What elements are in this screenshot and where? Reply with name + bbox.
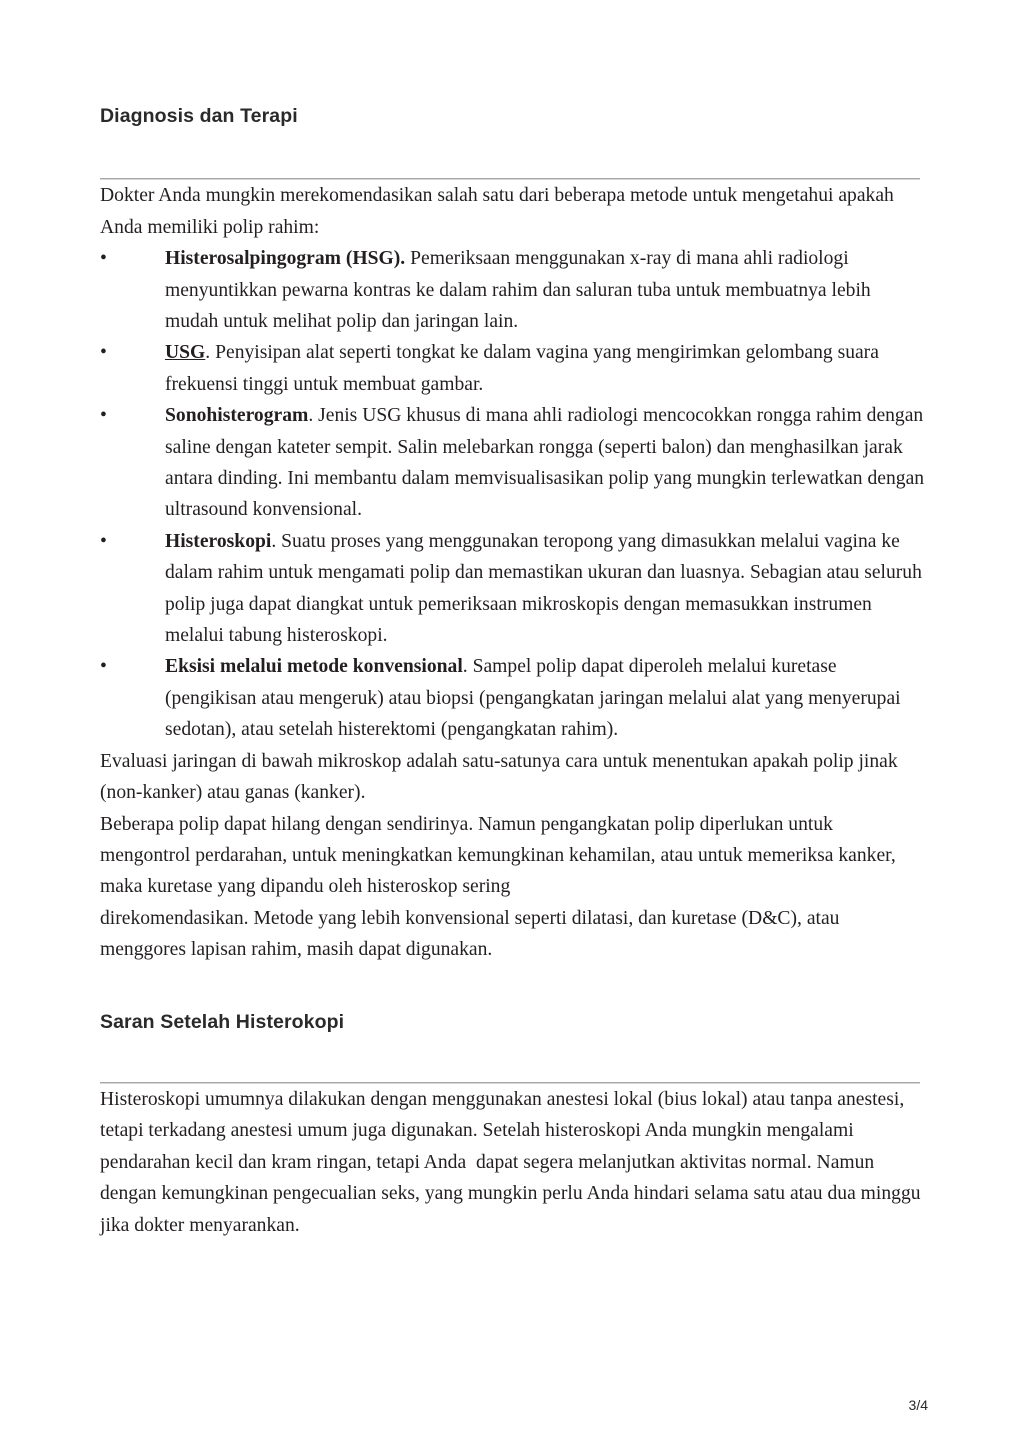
list-item xyxy=(100,651,925,745)
list-item xyxy=(100,400,925,526)
section-diagnosis xyxy=(100,104,925,180)
bullet-icon: • xyxy=(100,656,107,678)
paragraph-beberapa-polip: Beberapa polip dapat hilang dengan sendirinya. Namun pengangkatan polip diperlukan untuk mengontrol perdarahan, untuk meningkatkan kemungkinan kehamilan, atau untuk memeriksa kanker, maka kuretase yang dipandu oleh histeroskop sering xyxy=(100,813,901,898)
section-heading-diagnosis: Diagnosis dan Terapi xyxy=(100,105,298,127)
bullet-icon: • xyxy=(100,530,107,552)
document-content xyxy=(100,104,925,1241)
list-item-body: . Sampel polip dapat diperoleh melalui kuretase (pengikisan atau mengeruk) atau biopsi (pengangkatan jaringan melalui alat yang menyerupai sedotan), atau setelah histerektomi (pengangkatan rahim). xyxy=(165,656,901,741)
list-item-body: . Suatu proses yang menggunakan teropong yang dimasukkan melalui vagina ke dalam rahim untuk mengamati polip dan memastikan ukuran dan luasnya. Sebagian atau seluruh polip juga dapat diangkat untuk pemeriksaan mikroskopis dengan memasukkan instrumen melalui tabung histeroskopi. xyxy=(165,530,922,647)
list-item-lead: USG xyxy=(165,342,206,364)
section-saran xyxy=(100,1010,925,1084)
list-item-lead: Histeroskopi xyxy=(165,530,272,552)
paragraph-direkomendasikan: direkomendasikan. Metode yang lebih konvensional seperti dilatasi, dan kuretase (D&C), atau menggores lapisan rahim, masih dapat digunakan. xyxy=(100,907,845,961)
list-item-body: Pemeriksaan menggunakan x-ray di mana ahli radiologi menyuntikkan pewarna kontras ke dalam rahim dan saluran tuba untuk membuatnya lebih mudah untuk melihat polip dan jaringan lain. xyxy=(165,248,871,332)
page-number: 3/4 xyxy=(908,1397,928,1413)
bullet-icon: • xyxy=(100,342,107,364)
intro-paragraph: Dokter Anda mungkin merekomendasikan salah satu dari beberapa metode untuk mengetahui apakah Anda memiliki polip rahim: xyxy=(100,185,898,238)
paragraph-evaluasi: Evaluasi jaringan di bawah mikroskop adalah satu-satunya cara untuk menentukan apakah polip jinak (non-kanker) atau ganas (kanker). xyxy=(100,750,903,804)
section-heading-saran: Saran Setelah Histerokopi xyxy=(100,1010,345,1033)
bullet-icon: • xyxy=(100,405,107,427)
list-item xyxy=(100,337,925,400)
list-item-lead: Eksisi melalui metode konvensional xyxy=(165,656,463,678)
list-item xyxy=(100,243,925,337)
paragraph-histeroskopi-umumnya: Histeroskopi umumnya dilakukan dengan menggunakan anestesi lokal (bius lokal) atau tanpa anestesi, tetapi terkadang anestesi umum juga digunakan. Setelah histeroskopi Anda mungkin mengalami pendarahan kecil dan kram ringan, tetapi Anda dapat segera melanjutkan aktivitas normal. Namun dengan kemungkinan pengecualian seks, yang mungkin perlu Anda hindari selama satu atau dua minggu jika dokter menyarankan. xyxy=(100,1088,926,1236)
methods-list xyxy=(100,243,925,746)
list-item xyxy=(100,526,925,652)
list-item-lead: Histerosalpingogram (HSG). xyxy=(165,248,406,270)
bullet-icon: • xyxy=(100,248,107,270)
list-item-body: . Penyisipan alat seperti tongkat ke dalam vagina yang mengirimkan gelombang suara frekuensi tinggi untuk membuat gambar. xyxy=(165,342,879,395)
list-item-lead: Sonohisterogram xyxy=(165,405,309,427)
list-item-body: . Jenis USG khusus di mana ahli radiologi mencocokkan rongga rahim dengan saline dengan kateter sempit. Salin melebarkan rongga (seperti balon) dan menghasilkan jarak antara dinding. Ini membantu dalam memvisualisasikan polip yang mungkin terlewatkan dengan ultrasound konvensional. xyxy=(165,405,925,521)
